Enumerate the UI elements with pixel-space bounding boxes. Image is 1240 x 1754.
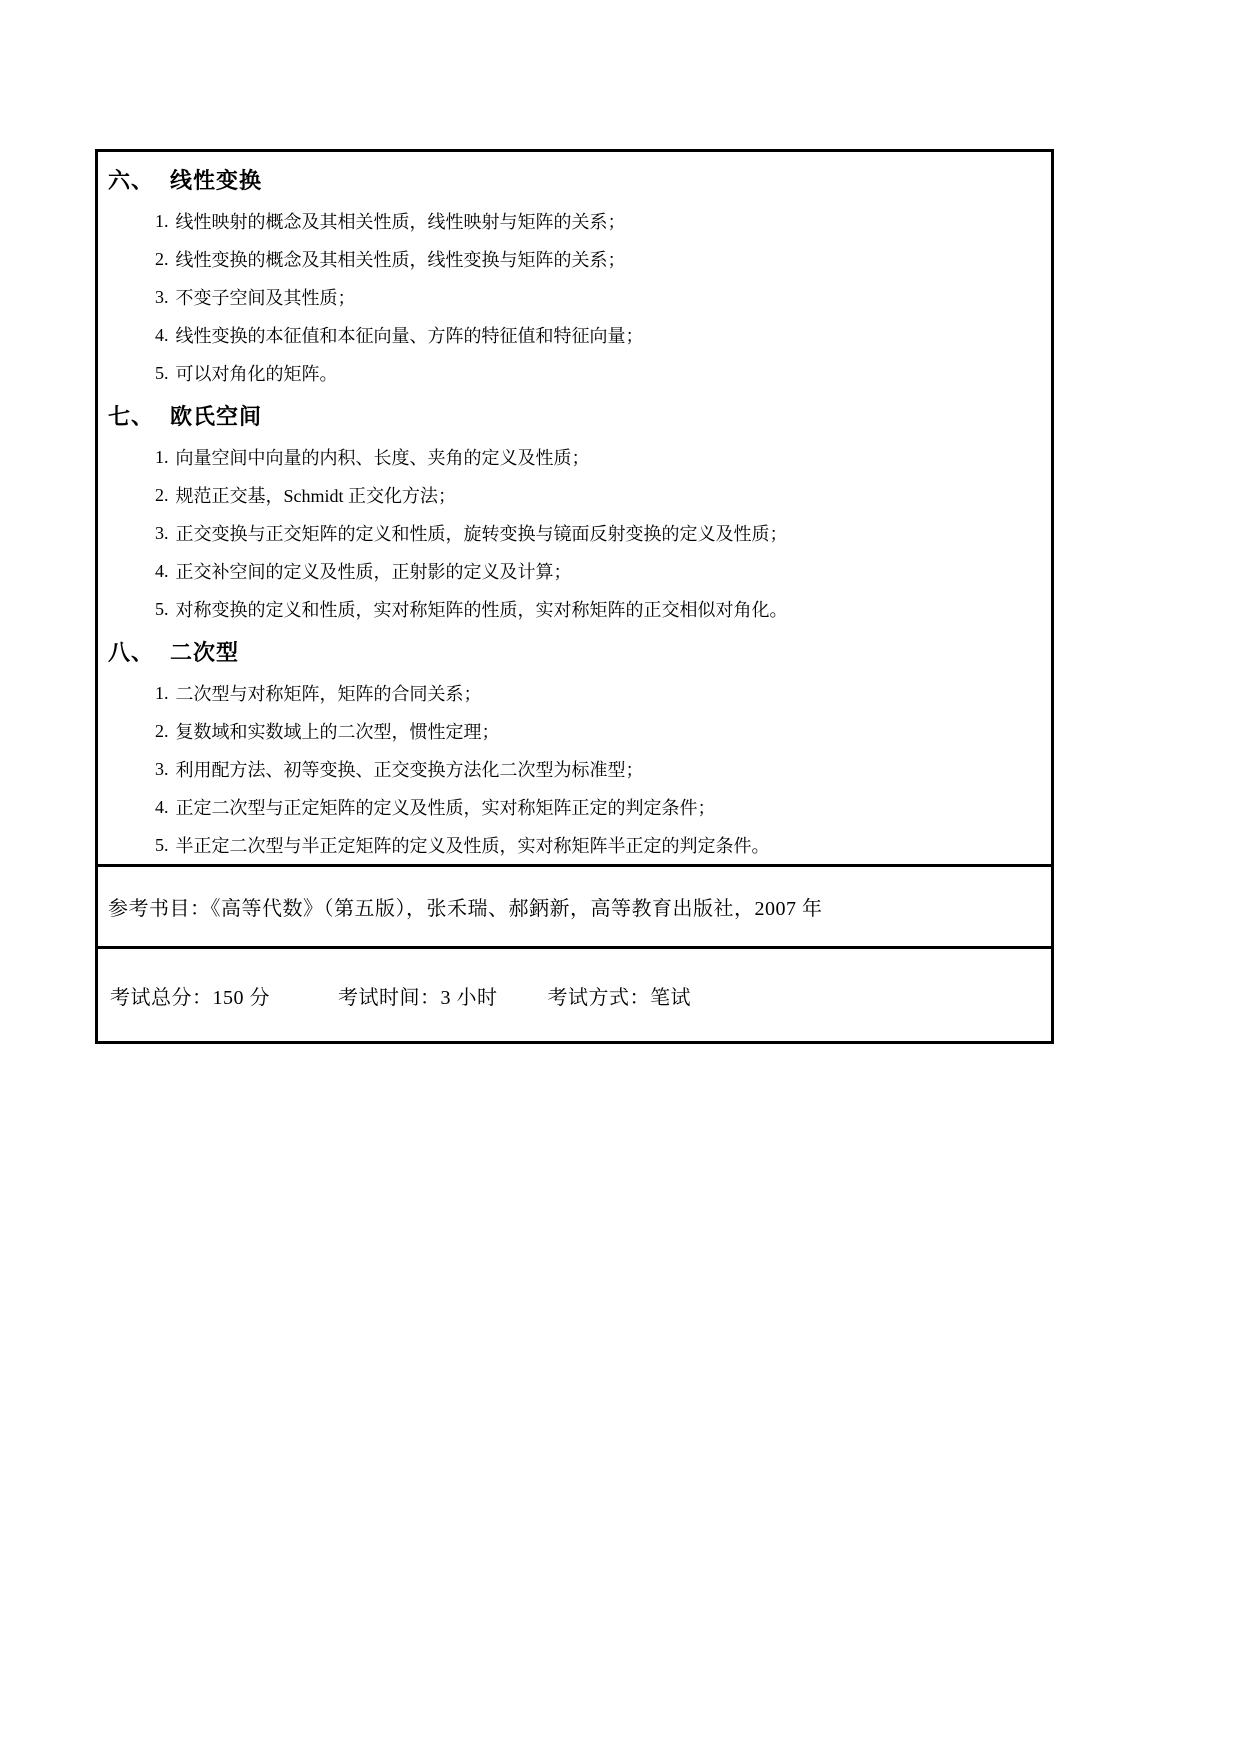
item-text: 正交变换与正交矩阵的定义和性质，旋转变换与镜面反射变换的定义及性质； [175, 524, 788, 544]
item-text: 线性变换的概念及其相关性质，线性变换与矩阵的关系； [175, 250, 626, 270]
item-text: 正定二次型与正定矩阵的定义及性质，实对称矩阵正定的判定条件； [175, 798, 716, 818]
item-text: 复数域和实数域上的二次型，惯性定理； [175, 722, 500, 742]
item-text: 利用配方法、初等变换、正交变换方法化二次型为标准型； [175, 760, 644, 780]
syllabus-item [98, 354, 1051, 392]
item-text: 规范正交基，Schmidt 正交化方法； [175, 486, 457, 506]
item-number: 4. [155, 324, 169, 345]
syllabus-item [98, 240, 1051, 278]
item-number: 4. [155, 796, 169, 817]
section-heading-6 [98, 156, 1051, 202]
item-number: 5. [155, 834, 169, 855]
item-number: 3. [155, 758, 169, 779]
item-text: 向量空间中向量的内积、长度、夹角的定义及性质； [175, 448, 590, 468]
syllabus-item [98, 278, 1051, 316]
item-text: 二次型与对称矩阵，矩阵的合同关系； [175, 684, 482, 704]
syllabus-item [98, 750, 1051, 788]
item-text: 线性映射的概念及其相关性质，线性映射与矩阵的关系； [175, 212, 626, 232]
syllabus-content-row [98, 152, 1051, 864]
syllabus-item [98, 674, 1051, 712]
item-number: 2. [155, 720, 169, 741]
syllabus-item [98, 438, 1051, 476]
syllabus-item [98, 712, 1051, 750]
syllabus-item [98, 476, 1051, 514]
section-heading-8 [98, 628, 1051, 674]
syllabus-item [98, 826, 1051, 864]
item-number: 2. [155, 248, 169, 269]
syllabus-item [98, 316, 1051, 354]
item-number: 2. [155, 484, 169, 505]
exam-info-row [98, 946, 1051, 1041]
item-text: 线性变换的本征值和本征向量、方阵的特征值和特征向量； [175, 326, 644, 346]
item-number: 5. [155, 362, 169, 383]
item-number: 1. [155, 210, 169, 231]
item-number: 4. [155, 560, 169, 581]
exam-duration: 考试时间：3 小时 [338, 986, 498, 1009]
syllabus-item [98, 202, 1051, 240]
reference-book-text: 参考书目：《高等代数》（第五版），张禾瑞、郝鈵新，高等教育出版社，2007 年 [108, 898, 823, 920]
exam-method: 考试方式：笔试 [547, 986, 691, 1009]
syllabus-item [98, 590, 1051, 628]
section-title: 线性变换 [170, 167, 263, 193]
item-text: 不变子空间及其性质； [175, 288, 356, 308]
item-number: 5. [155, 598, 169, 619]
item-number: 3. [155, 286, 169, 307]
exam-total-score: 考试总分：150 分 [110, 986, 270, 1009]
section-title: 二次型 [170, 639, 240, 665]
section-numeral: 七、 [108, 403, 155, 429]
item-text: 正交补空间的定义及性质，正射影的定义及计算； [175, 562, 572, 582]
syllabus-table [95, 149, 1054, 1044]
item-number: 1. [155, 682, 169, 703]
syllabus-item [98, 552, 1051, 590]
syllabus-item [98, 788, 1051, 826]
section-heading-7 [98, 392, 1051, 438]
syllabus-item [98, 514, 1051, 552]
section-numeral: 八、 [108, 639, 155, 665]
item-text: 半正定二次型与半正定矩阵的定义及性质，实对称矩阵半正定的判定条件。 [175, 836, 770, 856]
item-text: 可以对角化的矩阵。 [175, 364, 338, 384]
item-number: 3. [155, 522, 169, 543]
item-text: 对称变换的定义和性质，实对称矩阵的性质，实对称矩阵的正交相似对角化。 [175, 600, 788, 620]
section-title: 欧氏空间 [170, 403, 263, 429]
reference-book-row [98, 864, 1051, 946]
section-numeral: 六、 [108, 167, 155, 193]
item-number: 1. [155, 446, 169, 467]
